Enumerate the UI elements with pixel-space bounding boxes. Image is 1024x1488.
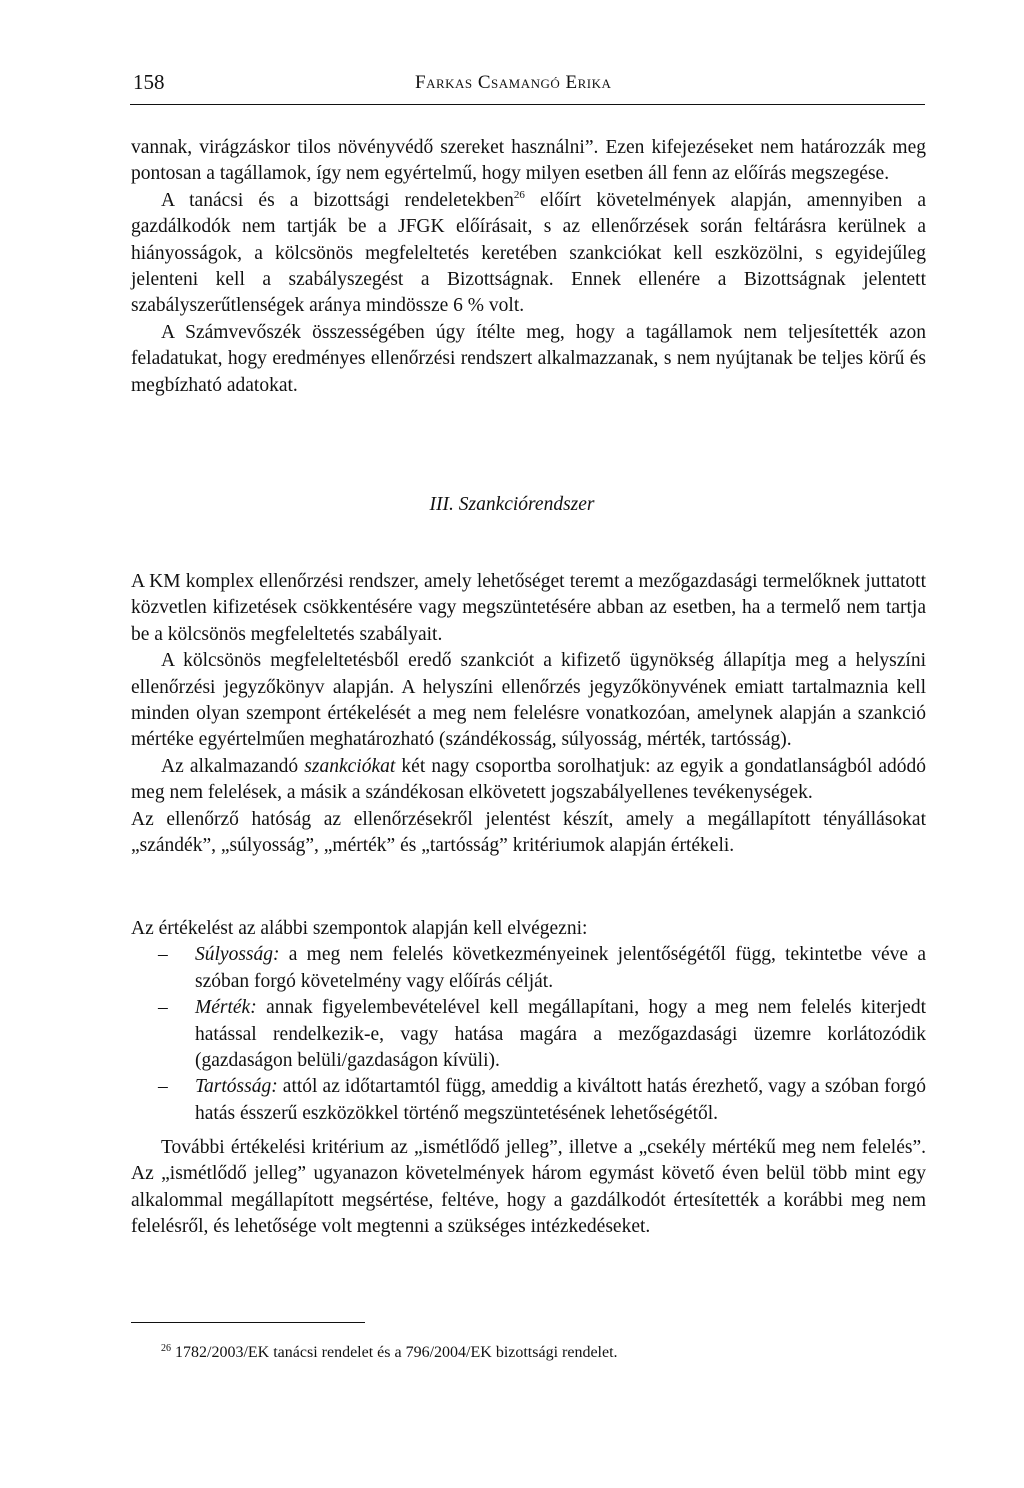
footnote-number: 26: [161, 1343, 171, 1354]
list-term: Súlyosság:: [195, 944, 280, 966]
list-item: [131, 942, 926, 995]
paragraph: A kölcsönös megfeleltetésből eredő szankciót a kifizető ügynökség állapítja meg a helyszíni ellenőrzési jegyzőkönyv alapján. A helyszíni ellenőrzés jegyzőkönyvének emiatt tartalmaznia kell minden olyan szempont értékelését a meg nem felelésre vonatkozóan, amelynek alapján a szankció mértéke egyértelműen meghatározható (szándékosság, súlyosság, mérték, tartósság).: [131, 650, 926, 751]
body-block-1: [131, 135, 926, 399]
list-text: attól az időtartamtól függ, ameddig a kiváltott hatás érezhető, vagy a szóban forgó hatás ésszerű eszközökkel történő megszüntetésének lehetőségétől.: [195, 1076, 926, 1124]
paragraph: További értékelési kritérium az „ismétlődő jelleg”, illetve a „csekély mértékű meg nem felelés”. Az „ismétlődő jelleg” ugyanazon követelmények három egymást követő éven belül több mint egy alkalommal megállapított megsértése, feltéve, hogy a gazdálkodót értesítették a korábbi meg nem felelésről, és lehetősége volt megtenni a szükséges intézkedéseket.: [131, 1137, 926, 1238]
paragraph-text: két nagy csoportba sorolhatjuk: az egyik a gondatlanságból adódó meg nem felelések, a másik a szándékosan elkövetett jogszabályellenes tevékenységek.: [131, 755, 926, 804]
paragraph: [131, 754, 926, 807]
list-term: Mérték:: [195, 997, 257, 1019]
paragraph: A KM komplex ellenőrzési rendszer, amely lehetőséget teremt a mezőgazdasági termelőknek juttatott közvetlen kifizetések csökkentésére vagy megszüntetésére abban az esetben, ha a termelő nem tartja be a kölcsönös megfeleltetés szabályait.: [131, 571, 926, 645]
footnote: [161, 1344, 618, 1362]
criteria-list: [131, 942, 926, 1127]
list-term: Tartósság:: [195, 1076, 278, 1098]
dash-bullet: –: [158, 944, 168, 966]
list-item: [131, 995, 926, 1074]
header-rule: [130, 104, 925, 105]
footnote-rule: [131, 1322, 365, 1323]
dash-bullet: –: [158, 1076, 168, 1098]
body-block-4: [131, 1135, 926, 1241]
list-text: annak figyelembevételével kell megállapítani, hogy a meg nem felelés kiterjedt hatással rendelkezik-e, vagy hatása magára a mezőgazdasági üzemre korlátozódik (gazdaságon belüli/gazdaságon kívüli).: [195, 997, 926, 1072]
dash-bullet: –: [158, 997, 168, 1019]
emphasis: szankciókat: [304, 755, 396, 777]
body-block-2: [131, 569, 926, 859]
paragraph: Az ellenőrző hatóság az ellenőrzésekről jelentést készít, amely a megállapított tényállásokat „szándék”, „súlyosság”, „mérték” és „tartósság” kritériumok alapján értékeli.: [131, 808, 926, 857]
paragraph: A Számvevőszék összességében úgy ítélte meg, hogy a tagállamok nem teljesítették azon feladatukat, hogy eredményes ellenőrzési rendszert alkalmazzanak, s nem nyújtanak be teljes körű és megbízható adatokat.: [131, 321, 926, 396]
section-heading: III. Szankciórendszer: [429, 494, 595, 515]
footnote-text: 1782/2003/EK tanácsi rendelet és a 796/2004/EK bizottsági rendelet.: [171, 1344, 618, 1361]
paragraph: [131, 188, 926, 320]
list-intro: Az értékelést az alábbi szempontok alapján kell elvégezni:: [131, 918, 588, 939]
paragraph: vannak, virágzáskor tilos növényvédő szereket használni”. Ezen kifejezéseket nem határozzák meg pontosan a tagállamok, így nem egyértelmű, hogy milyen esetben áll fenn az előírás megszegése.: [131, 137, 926, 185]
list-text: a meg nem felelés következményeinek jelentőségétől függ, tekintetbe véve a szóban forgó követelmény vagy előírás célját.: [195, 944, 926, 992]
list-item: [131, 1074, 926, 1127]
running-head: Farkas Csamangó Erika: [415, 72, 612, 93]
footnote-ref: 26: [513, 188, 525, 201]
criteria-block: [131, 916, 926, 1127]
paragraph-text: A tanácsi és a bizottsági rendeletekben: [161, 189, 514, 211]
paragraph-text: Az alkalmazandó: [161, 755, 305, 777]
paragraph-text: előírt követelmények alapján, amennyiben a gazdálkodók nem tartják be a JFGK előírásait, s az ellenőrzések során feltárásra kerülnek a hiányosságok, a kölcsönös megfeleltetés keretében szankciókat kell eszközölni, s egyidejűleg jelenteni kell a szabályszegést a Bizottságnak. Ennek ellenére a Bizottságnak jelentett szabályszerűtlenségek aránya mindössze 6 % volt.: [131, 189, 926, 317]
page-number: 158: [133, 70, 165, 94]
